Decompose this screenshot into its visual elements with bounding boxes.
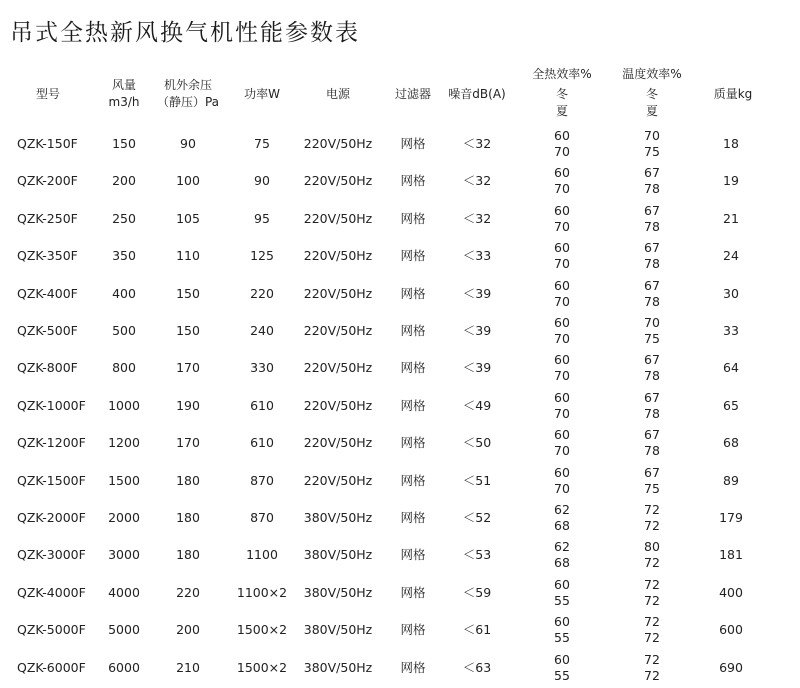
cell-tempS: 78 <box>644 368 660 384</box>
cell-model: QZK-1000F <box>17 397 86 413</box>
cell-supply: 380V/50Hz <box>303 622 373 638</box>
cell-effW: 60 <box>554 576 570 592</box>
cell-noise: ＜52 <box>462 510 492 525</box>
cell-effS: 70 <box>554 144 570 159</box>
cell-supply: 220V/50Hz <box>303 136 373 151</box>
header-noise: 噪音dB(A) <box>448 87 506 101</box>
cell-press: 210 <box>176 659 200 675</box>
cell-press: 170 <box>176 360 200 376</box>
cell-effW: 60 <box>554 240 570 256</box>
cell-noise: ＜32 <box>462 210 492 226</box>
cell-supply: 220V/50Hz <box>303 397 373 413</box>
cell-air: 800 <box>112 360 136 376</box>
cell-press: 150 <box>176 323 200 338</box>
cell-tempS: 78 <box>644 218 660 234</box>
cell-mass: 30 <box>723 285 739 301</box>
cell-model: QZK-6000F <box>17 659 86 675</box>
cell-effW: 62 <box>554 502 570 517</box>
cell-tempW: 72 <box>644 576 660 592</box>
cell-mass: 89 <box>723 472 739 488</box>
cell-tempS: 78 <box>644 293 660 309</box>
cell-noise: ＜32 <box>462 136 492 151</box>
cell-mass: 64 <box>723 360 739 376</box>
cell-noise: ＜39 <box>462 323 492 338</box>
cell-tempW: 67 <box>644 427 660 443</box>
cell-effS: 70 <box>554 331 570 346</box>
cell-press: 180 <box>176 472 200 488</box>
cell-model: QZK-1200F <box>17 435 86 451</box>
cell-filter: 网格 <box>400 248 426 264</box>
cell-power: 220 <box>250 285 274 301</box>
cell-model: QZK-2000F <box>17 510 86 525</box>
header-filter: 过滤器 <box>394 87 432 101</box>
cell-effW: 60 <box>554 277 570 293</box>
cell-noise: ＜51 <box>462 472 492 488</box>
cell-tempW: 67 <box>644 202 660 218</box>
cell-power: 610 <box>250 397 274 413</box>
cell-mass: 18 <box>723 136 739 151</box>
cell-air: 5000 <box>108 622 140 638</box>
header-pressure-unit: （静压）Pa <box>156 95 220 109</box>
cell-press: 105 <box>176 210 200 226</box>
cell-tempW: 70 <box>644 128 660 143</box>
cell-press: 100 <box>176 173 200 189</box>
cell-tempS: 75 <box>644 480 660 496</box>
cell-model: QZK-250F <box>17 210 78 226</box>
header-temp-efficiency <box>622 66 681 120</box>
cell-effS: 70 <box>554 443 570 459</box>
cell-power: 870 <box>250 472 274 488</box>
header-mass: 质量kg <box>713 87 753 101</box>
cell-mass: 181 <box>719 547 743 563</box>
cell-filter: 网格 <box>400 360 426 376</box>
cell-tempS: 72 <box>644 592 660 608</box>
cell-tempW: 67 <box>644 277 660 293</box>
cell-supply: 220V/50Hz <box>303 435 373 451</box>
cell-press: 200 <box>176 622 200 638</box>
header-heat-efficiency-label: 全热效率% <box>532 67 592 81</box>
cell-effS: 68 <box>554 518 570 533</box>
cell-air: 1500 <box>108 472 140 488</box>
cell-tempW: 67 <box>644 389 660 405</box>
cell-tempS: 72 <box>644 518 660 533</box>
cell-tempS: 72 <box>644 630 660 646</box>
cell-noise: ＜32 <box>462 173 492 189</box>
cell-model: QZK-500F <box>17 323 78 338</box>
cell-air: 350 <box>112 248 136 264</box>
cell-press: 150 <box>176 285 200 301</box>
cell-tempW: 72 <box>644 502 660 517</box>
cell-effW: 60 <box>554 128 570 143</box>
cell-supply: 220V/50Hz <box>303 472 373 488</box>
cell-noise: ＜53 <box>462 547 492 563</box>
cell-filter: 网格 <box>400 136 426 151</box>
cell-filter: 网格 <box>400 584 426 600</box>
cell-effW: 60 <box>554 389 570 405</box>
cell-supply: 380V/50Hz <box>303 547 373 563</box>
cell-tempS: 78 <box>644 256 660 272</box>
header-temp-efficiency-summer: 夏 <box>645 104 658 118</box>
cell-model: QZK-150F <box>17 136 78 151</box>
cell-effS: 55 <box>554 592 570 608</box>
header-pressure-label: 机外余压 <box>163 78 212 92</box>
header-airflow <box>109 77 140 111</box>
cell-supply: 220V/50Hz <box>303 173 373 189</box>
cell-air: 200 <box>112 173 136 189</box>
cell-noise: ＜63 <box>462 659 492 675</box>
header-supply: 电源 <box>325 87 351 101</box>
cell-supply: 380V/50Hz <box>303 659 373 675</box>
cell-tempS: 78 <box>644 443 660 459</box>
page-title: 吊式全热新风换气机性能参数表 <box>10 20 360 46</box>
cell-effW: 60 <box>554 202 570 218</box>
cell-press: 190 <box>176 397 200 413</box>
cell-noise: ＜33 <box>462 248 492 264</box>
cell-air: 1000 <box>108 397 140 413</box>
header-power: 功率W <box>244 87 280 101</box>
cell-effW: 60 <box>554 464 570 480</box>
cell-effW: 60 <box>554 352 570 368</box>
cell-power: 1100 <box>246 547 278 563</box>
cell-noise: ＜61 <box>462 622 492 638</box>
cell-effS: 70 <box>554 293 570 309</box>
cell-effW: 60 <box>554 651 570 667</box>
cell-tempS: 78 <box>644 181 660 197</box>
cell-effS: 70 <box>554 256 570 272</box>
cell-filter: 网格 <box>400 472 426 488</box>
cell-model: QZK-4000F <box>17 584 86 600</box>
cell-mass: 24 <box>723 248 739 264</box>
cell-mass: 179 <box>719 510 743 525</box>
header-heat-efficiency-summer: 夏 <box>555 104 568 118</box>
cell-power: 1500×2 <box>236 622 288 638</box>
cell-effW: 60 <box>554 427 570 443</box>
cell-effS: 55 <box>554 667 570 683</box>
cell-tempW: 80 <box>644 539 660 555</box>
cell-effS: 70 <box>554 181 570 197</box>
cell-power: 1500×2 <box>236 659 288 675</box>
cell-power: 75 <box>254 136 270 151</box>
cell-air: 400 <box>112 285 136 301</box>
cell-tempS: 72 <box>644 667 660 683</box>
cell-mass: 68 <box>723 435 739 451</box>
header-heat-efficiency <box>532 66 591 120</box>
cell-filter: 网格 <box>400 397 426 413</box>
cell-air: 500 <box>112 323 136 338</box>
cell-filter: 网格 <box>400 323 426 338</box>
cell-supply: 380V/50Hz <box>303 510 373 525</box>
cell-tempS: 75 <box>644 331 660 346</box>
cell-tempW: 67 <box>644 464 660 480</box>
cell-filter: 网格 <box>400 659 426 675</box>
cell-tempW: 72 <box>644 651 660 667</box>
cell-air: 4000 <box>108 584 140 600</box>
cell-effW: 60 <box>554 315 570 330</box>
header-temp-efficiency-winter: 冬 <box>645 87 658 101</box>
cell-power: 95 <box>254 210 270 226</box>
cell-noise: ＜59 <box>462 584 492 600</box>
cell-filter: 网格 <box>400 285 426 301</box>
cell-mass: 19 <box>723 173 739 189</box>
cell-tempW: 67 <box>644 352 660 368</box>
cell-model: QZK-3000F <box>17 547 86 563</box>
cell-supply: 220V/50Hz <box>303 285 373 301</box>
cell-power: 240 <box>250 323 274 338</box>
cell-press: 90 <box>180 136 196 151</box>
cell-press: 180 <box>176 510 200 525</box>
cell-tempW: 70 <box>644 315 660 330</box>
cell-mass: 21 <box>723 210 739 226</box>
cell-tempS: 72 <box>644 555 660 571</box>
cell-effS: 70 <box>554 405 570 421</box>
cell-effW: 60 <box>554 614 570 630</box>
cell-supply: 220V/50Hz <box>303 248 373 264</box>
cell-power: 330 <box>250 360 274 376</box>
cell-effS: 70 <box>554 218 570 234</box>
cell-tempW: 67 <box>644 165 660 181</box>
cell-filter: 网格 <box>400 435 426 451</box>
cell-supply: 220V/50Hz <box>303 323 373 338</box>
cell-press: 220 <box>176 584 200 600</box>
cell-mass: 400 <box>719 584 743 600</box>
cell-noise: ＜49 <box>462 397 492 413</box>
cell-noise: ＜39 <box>462 285 492 301</box>
cell-effS: 70 <box>554 480 570 496</box>
cell-tempW: 67 <box>644 240 660 256</box>
cell-filter: 网格 <box>400 547 426 563</box>
cell-mass: 65 <box>723 397 739 413</box>
cell-mass: 690 <box>719 659 743 675</box>
cell-supply: 380V/50Hz <box>303 584 373 600</box>
cell-noise: ＜50 <box>462 435 492 451</box>
cell-effS: 68 <box>554 555 570 571</box>
cell-tempS: 75 <box>644 144 660 159</box>
cell-mass: 600 <box>719 622 743 638</box>
header-pressure <box>157 77 219 111</box>
cell-filter: 网格 <box>400 173 426 189</box>
cell-power: 870 <box>250 510 274 525</box>
cell-filter: 网格 <box>400 210 426 226</box>
header-airflow-unit: m3/h <box>108 95 140 109</box>
cell-power: 125 <box>250 248 274 264</box>
cell-air: 2000 <box>108 510 140 525</box>
cell-effW: 60 <box>554 165 570 181</box>
cell-model: QZK-200F <box>17 173 78 189</box>
cell-filter: 网格 <box>400 510 426 525</box>
cell-press: 110 <box>176 248 200 264</box>
cell-model: QZK-400F <box>17 285 78 301</box>
cell-noise: ＜39 <box>462 360 492 376</box>
cell-air: 150 <box>112 136 136 151</box>
cell-air: 6000 <box>108 659 140 675</box>
cell-model: QZK-350F <box>17 248 78 264</box>
cell-air: 3000 <box>108 547 140 563</box>
cell-tempS: 78 <box>644 405 660 421</box>
cell-model: QZK-1500F <box>17 472 86 488</box>
cell-power: 90 <box>254 173 270 189</box>
header-heat-efficiency-winter: 冬 <box>555 87 568 101</box>
cell-tempW: 72 <box>644 614 660 630</box>
cell-press: 180 <box>176 547 200 563</box>
cell-press: 170 <box>176 435 200 451</box>
cell-supply: 220V/50Hz <box>303 360 373 376</box>
cell-air: 250 <box>112 210 136 226</box>
cell-effS: 55 <box>554 630 570 646</box>
cell-power: 1100×2 <box>236 584 288 600</box>
cell-mass: 33 <box>723 323 739 338</box>
header-temp-efficiency-label: 温度效率% <box>622 67 682 81</box>
cell-effW: 62 <box>554 539 570 555</box>
cell-effS: 70 <box>554 368 570 384</box>
cell-model: QZK-5000F <box>17 622 86 638</box>
header-airflow-label: 风量 <box>111 78 137 92</box>
cell-air: 1200 <box>108 435 140 451</box>
header-model: 型号 <box>35 87 61 101</box>
cell-filter: 网格 <box>400 622 426 638</box>
cell-model: QZK-800F <box>17 360 78 376</box>
cell-supply: 220V/50Hz <box>303 210 373 226</box>
cell-power: 610 <box>250 435 274 451</box>
